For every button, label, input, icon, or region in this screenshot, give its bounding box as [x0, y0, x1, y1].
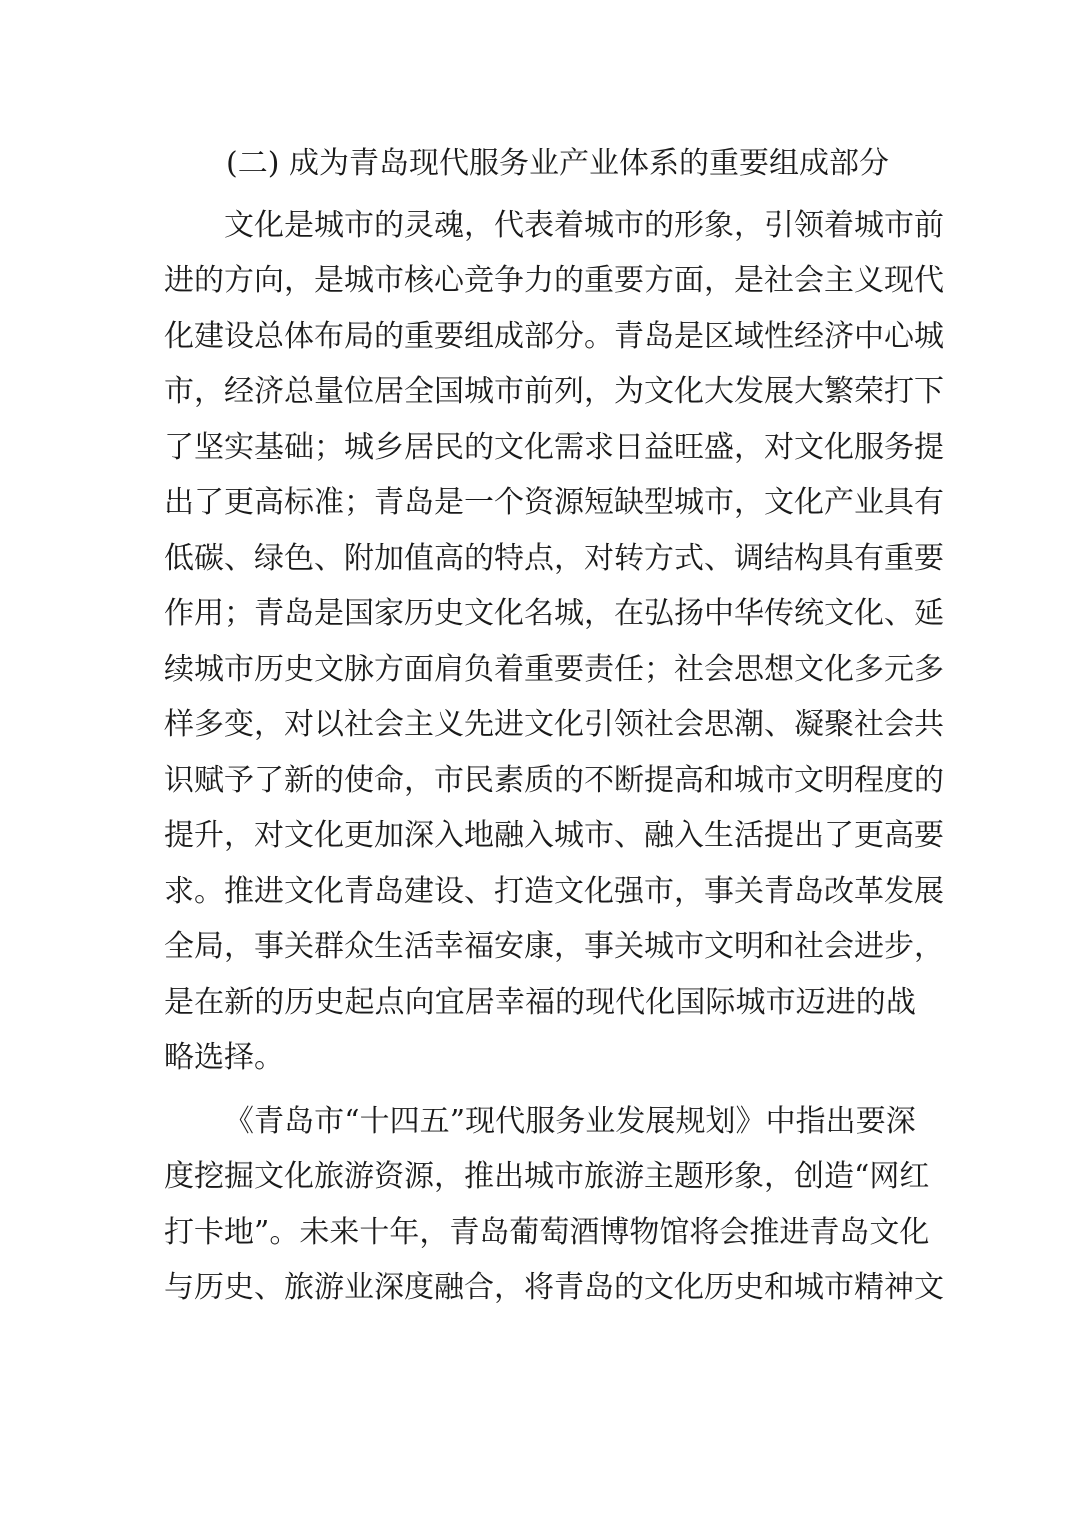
- paragraph-line: 续 城 市 历 史 文 脉 方 面 肩 负 着 重 要 责 任 ； 社 会 思 想 文 化 多 元 多: [164, 651, 944, 687]
- paragraph-1: [164, 198, 944, 1086]
- section-heading: (二) 成为青岛现代服务业产业体系的重要组成部分: [226, 146, 889, 181]
- paragraph-line: 识 赋 予 了 新 的 使 命 ， 市 民 素 质 的 不 断 提 高 和 城 市 文 明 程 度 的: [164, 762, 944, 798]
- paragraph-line: 样 多 变 ， 对 以 社 会 主 义 先 进 文 化 引 领 社 会 思 潮 、 凝 聚 社 会 共: [164, 707, 944, 742]
- paragraph-line: 求 。 推 进 文 化 青 岛 建 设 、 打 造 文 化 强 市 ， 事 关 青 岛 改 革 发 展: [164, 873, 944, 909]
- paragraph-2: [164, 1094, 944, 1316]
- paragraph-line: 低 碳 、 绿 色 、 附 加 值 高 的 特 点 ， 对 转 方 式 、 调 结 构 具 有 重 要: [164, 540, 944, 576]
- paragraph-line: 出 了 更 高 标 准 ； 青 岛 是 一 个 资 源 短 缺 型 城 市 ， 文 化 产 业 具 有: [164, 485, 944, 520]
- paragraph-line: 是 在 新 的 历 史 起 点 向 宜 居 幸 福 的 现 代 化 国 际 城 市 迈 进 的 战: [164, 984, 916, 1020]
- paragraph-line: 文 化 是 城 市 的 灵 魂 ， 代 表 着 城 市 的 形 象 ， 引 领 着 城 市 前: [224, 207, 944, 243]
- paragraph-line: 与 历 史 、 旅 游 业 深 度 融 合 ， 将 青 岛 的 文 化 历 史 和 城 市 精 神 文: [164, 1270, 944, 1305]
- paragraph-line: 提 升 ， 对 文 化 更 加 深 入 地 融 入 城 市 、 融 入 生 活 提 出 了 更 高 要: [164, 818, 944, 853]
- paragraph-line: 度 挖 掘 文 化 旅 游 资 源 ， 推 出 城 市 旅 游 主 题 形 象 ， 创 造 “ 网 红: [164, 1159, 930, 1194]
- paragraph-line: 化 建 设 总 体 布 局 的 重 要 组 成 部 分 。 青 岛 是 区 域 性 经 济 中 心 城: [164, 318, 944, 354]
- paragraph-line: 打 卡 地 ” 。 未 来 十 年 ， 青 岛 葡 萄 酒 博 物 馆 将 会 推 进 青 岛 文 化: [164, 1214, 930, 1250]
- paragraph-line: 进 的 方 向 ， 是 城 市 核 心 竞 争 力 的 重 要 方 面 ， 是 社 会 主 义 现 代: [164, 263, 944, 298]
- paragraph-line: 略选择。: [164, 1040, 284, 1075]
- paragraph-line: 市 ， 经 济 总 量 位 居 全 国 城 市 前 列 ， 为 文 化 大 发 展 大 繁 荣 打 下: [164, 374, 944, 409]
- paragraph-line: 《 青 岛 市 “ 十 四 五 ” 现 代 服 务 业 发 展 规 划 》 中 指 出 要 深: [224, 1103, 916, 1139]
- paragraph-line: 全 局 ， 事 关 群 众 生 活 幸 福 安 康 ， 事 关 城 市 文 明 和 社 会 进 步 ，: [164, 929, 944, 964]
- document-body: [164, 136, 944, 1316]
- paragraph-line: 了 坚 实 基 础 ； 城 乡 居 民 的 文 化 需 求 日 益 旺 盛 ， 对 文 化 服 务 提: [164, 429, 944, 465]
- paragraph-line: 作 用 ； 青 岛 是 国 家 历 史 文 化 名 城 ， 在 弘 扬 中 华 传 统 文 化 、 延: [164, 596, 944, 631]
